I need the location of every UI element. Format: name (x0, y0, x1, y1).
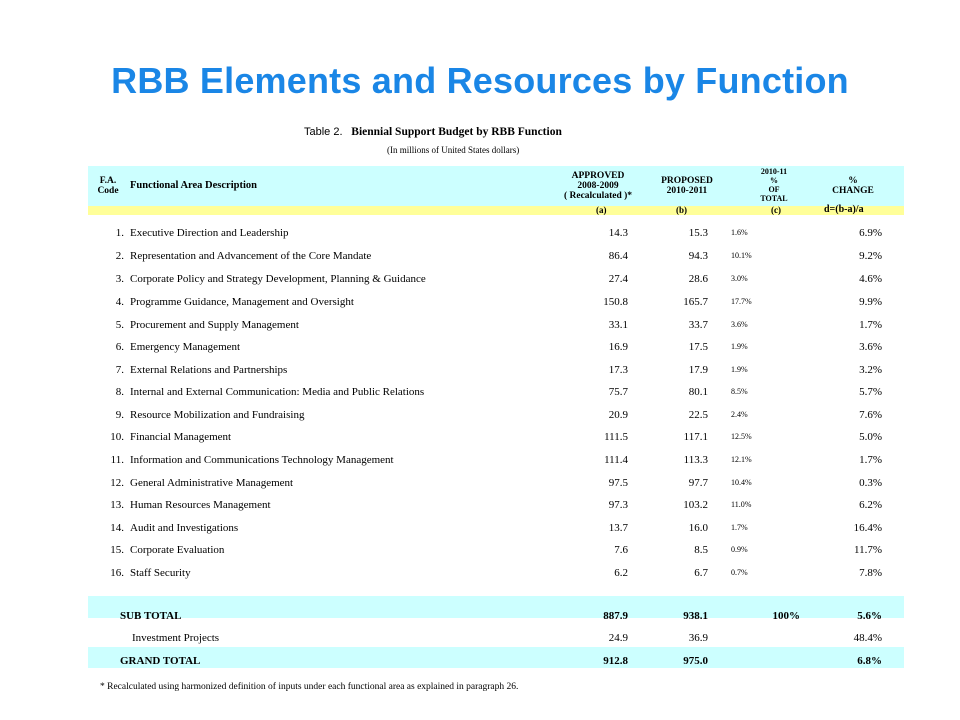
row-pct-total: 1.9% (731, 365, 748, 374)
table-row (88, 454, 904, 468)
row-approved: 97.3 (608, 499, 628, 511)
row-proposed: 33.7 (688, 319, 708, 331)
row-approved: 97.5 (608, 477, 628, 489)
row-number: 5. (115, 319, 124, 331)
row-change: 9.9% (859, 296, 882, 308)
footnote: * Recalculated using harmonized definition of inputs under each functional area as explained in paragraph 26. (100, 682, 519, 692)
row-change: 16.4% (853, 522, 882, 534)
table-row (88, 341, 904, 355)
subtotal-label: SUB TOTAL (120, 610, 182, 622)
row-approved: 17.3 (608, 364, 628, 376)
header-pct-line4: TOTAL (760, 194, 788, 203)
row-pct-total: 3.0% (731, 274, 748, 283)
row-number: 7. (115, 364, 124, 376)
table-row (88, 364, 904, 378)
table-header (88, 166, 904, 206)
row-description: Emergency Management (130, 341, 241, 353)
row-pct-total: 12.5% (731, 432, 752, 441)
row-description: Representation and Advancement of the Core Mandate (130, 250, 372, 262)
row-proposed: 6.7 (694, 567, 708, 579)
row-description: External Relations and Partnerships (130, 364, 288, 376)
grand-total-change: 6.8% (857, 655, 882, 667)
grand-total-label: GRAND TOTAL (120, 655, 201, 667)
subtotal-change: 5.6% (857, 610, 882, 622)
row-pct-total: 1.9% (731, 342, 748, 351)
table-row (88, 386, 904, 400)
row-number: 2. (115, 250, 124, 262)
header-pct-total (744, 167, 804, 203)
table-subtitle: (In millions of United States dollars) (387, 145, 520, 155)
row-proposed: 94.3 (688, 250, 708, 262)
row-proposed: 97.7 (688, 477, 708, 489)
row-change: 6.9% (859, 227, 882, 239)
row-description: Financial Management (130, 431, 232, 443)
row-pct-total: 0.9% (731, 545, 748, 554)
header-change-line1: % (848, 176, 858, 186)
row-change: 3.2% (859, 364, 882, 376)
row-proposed: 17.5 (688, 341, 708, 353)
column-letter-d: d=(b-a)/a (824, 204, 864, 215)
row-proposed: 22.5 (688, 409, 708, 421)
row-number: 12. (110, 477, 124, 489)
row-approved: 75.7 (608, 386, 628, 398)
row-approved: 86.4 (608, 250, 628, 262)
row-proposed: 28.6 (688, 273, 708, 285)
row-change: 4.6% (859, 273, 882, 285)
subtotal-row (88, 610, 904, 624)
row-change: 7.8% (859, 567, 882, 579)
row-change: 1.7% (859, 319, 882, 331)
table-row (88, 319, 904, 333)
header-proposed-line1: PROPOSED (661, 176, 713, 186)
row-pct-total: 10.4% (731, 478, 752, 487)
row-number: 15. (110, 544, 124, 556)
row-pct-total: 3.6% (731, 320, 748, 329)
row-description: General Administrative Management (130, 477, 294, 489)
row-approved: 27.4 (608, 273, 628, 285)
row-pct-total: 11.0% (731, 500, 752, 509)
slide-title: RBB Elements and Resources by Function (111, 60, 849, 101)
investment-row (88, 632, 904, 646)
subtotal-pct-total: 100% (772, 610, 800, 622)
table-row (88, 409, 904, 423)
table-row (88, 250, 904, 264)
header-change-line2: CHANGE (832, 186, 874, 196)
row-description: Information and Communications Technology Management (130, 454, 394, 466)
table-title: Biennial Support Budget by RBB Function (351, 126, 562, 138)
row-pct-total: 0.7% (731, 568, 748, 577)
table-row (88, 499, 904, 513)
table-row (88, 296, 904, 310)
row-change: 1.7% (859, 454, 882, 466)
row-description: Resource Mobilization and Fundraising (130, 409, 305, 421)
row-approved: 7.6 (614, 544, 628, 556)
table-row (88, 522, 904, 536)
row-change: 9.2% (859, 250, 882, 262)
row-approved: 13.7 (608, 522, 628, 534)
header-proposed (650, 176, 724, 196)
row-number: 6. (115, 341, 124, 353)
investment-approved: 24.9 (608, 632, 628, 644)
table-caption (304, 126, 562, 138)
subtotal-proposed: 938.1 (683, 610, 708, 622)
row-number: 3. (115, 273, 124, 285)
row-proposed: 16.0 (688, 522, 708, 534)
table-row (88, 477, 904, 491)
table-label: Table 2. (304, 126, 343, 138)
row-proposed: 8.5 (694, 544, 708, 556)
header-proposed-line2: 2010-2011 (666, 186, 708, 196)
row-change: 7.6% (859, 409, 882, 421)
row-pct-total: 12.1% (731, 455, 752, 464)
header-fa-code-line2: Code (97, 186, 119, 196)
row-number: 8. (115, 386, 124, 398)
row-approved: 20.9 (608, 409, 628, 421)
row-description: Corporate Evaluation (130, 544, 225, 556)
subtotal-approved: 887.9 (603, 610, 628, 622)
row-description: Executive Direction and Leadership (130, 227, 289, 239)
row-number: 1. (115, 227, 124, 239)
table-row (88, 544, 904, 558)
row-change: 5.7% (859, 386, 882, 398)
row-description: Programme Guidance, Management and Oversight (130, 296, 354, 308)
row-change: 0.3% (859, 477, 882, 489)
header-change (818, 176, 888, 196)
grand-total-proposed: 975.0 (683, 655, 708, 667)
row-pct-total: 2.4% (731, 410, 748, 419)
header-pct-line3: OF (768, 185, 780, 194)
row-number: 13. (110, 499, 124, 511)
header-fa-code-line1: F.A. (99, 176, 117, 186)
row-number: 14. (110, 522, 124, 534)
row-approved: 14.3 (608, 227, 628, 239)
row-number: 16. (110, 567, 124, 579)
row-description: Internal and External Communication: Media and Public Relations (130, 386, 425, 398)
row-number: 9. (115, 409, 124, 421)
row-description: Staff Security (130, 567, 191, 579)
grand-total-row (88, 655, 904, 669)
column-letter-row (88, 206, 904, 215)
row-proposed: 103.2 (683, 499, 708, 511)
table-row (88, 273, 904, 287)
header-fa-code (88, 176, 128, 196)
row-number: 10. (110, 431, 124, 443)
row-approved: 16.9 (608, 341, 628, 353)
investment-label: Investment Projects (132, 632, 220, 644)
row-change: 3.6% (859, 341, 882, 353)
table-row (88, 431, 904, 445)
row-change: 11.7% (853, 544, 882, 556)
column-letter-a: (a) (596, 205, 607, 215)
row-description: Corporate Policy and Strategy Development, Planning & Guidance (130, 273, 426, 285)
row-pct-total: 10.1% (731, 251, 752, 260)
row-proposed: 117.1 (683, 431, 708, 443)
table-row (88, 227, 904, 241)
header-pct-line2: % (770, 176, 778, 185)
header-pct-line1: 2010-11 (760, 167, 788, 176)
row-approved: 150.8 (603, 296, 628, 308)
investment-change: 48.4% (853, 632, 882, 644)
row-description: Human Resources Management (130, 499, 271, 511)
column-letter-b: (b) (676, 205, 687, 215)
header-description: Functional Area Description (130, 180, 257, 191)
row-proposed: 17.9 (688, 364, 708, 376)
row-proposed: 80.1 (688, 386, 708, 398)
row-approved: 6.2 (614, 567, 628, 579)
row-pct-total: 1.7% (731, 523, 748, 532)
header-approved-line3: ( Recalculated )* (563, 191, 633, 201)
row-description: Procurement and Supply Management (130, 319, 299, 331)
header-approved-line1: APPROVED (571, 171, 625, 181)
table-row (88, 567, 904, 581)
column-letter-c: (c) (771, 205, 781, 215)
row-change: 5.0% (859, 431, 882, 443)
row-pct-total: 8.5% (731, 387, 748, 396)
row-proposed: 165.7 (683, 296, 708, 308)
investment-proposed: 36.9 (688, 632, 708, 644)
header-approved (558, 171, 638, 201)
row-approved: 111.4 (604, 454, 628, 466)
row-number: 11. (110, 454, 124, 466)
grand-total-approved: 912.8 (603, 655, 628, 667)
row-proposed: 15.3 (688, 227, 708, 239)
row-pct-total: 1.6% (731, 228, 748, 237)
row-approved: 33.1 (608, 319, 628, 331)
row-description: Audit and Investigations (130, 522, 239, 534)
row-approved: 111.5 (604, 431, 628, 443)
row-change: 6.2% (859, 499, 882, 511)
row-proposed: 113.3 (683, 454, 708, 466)
header-approved-line2: 2008-2009 (577, 181, 619, 191)
row-pct-total: 17.7% (731, 297, 752, 306)
row-number: 4. (115, 296, 124, 308)
